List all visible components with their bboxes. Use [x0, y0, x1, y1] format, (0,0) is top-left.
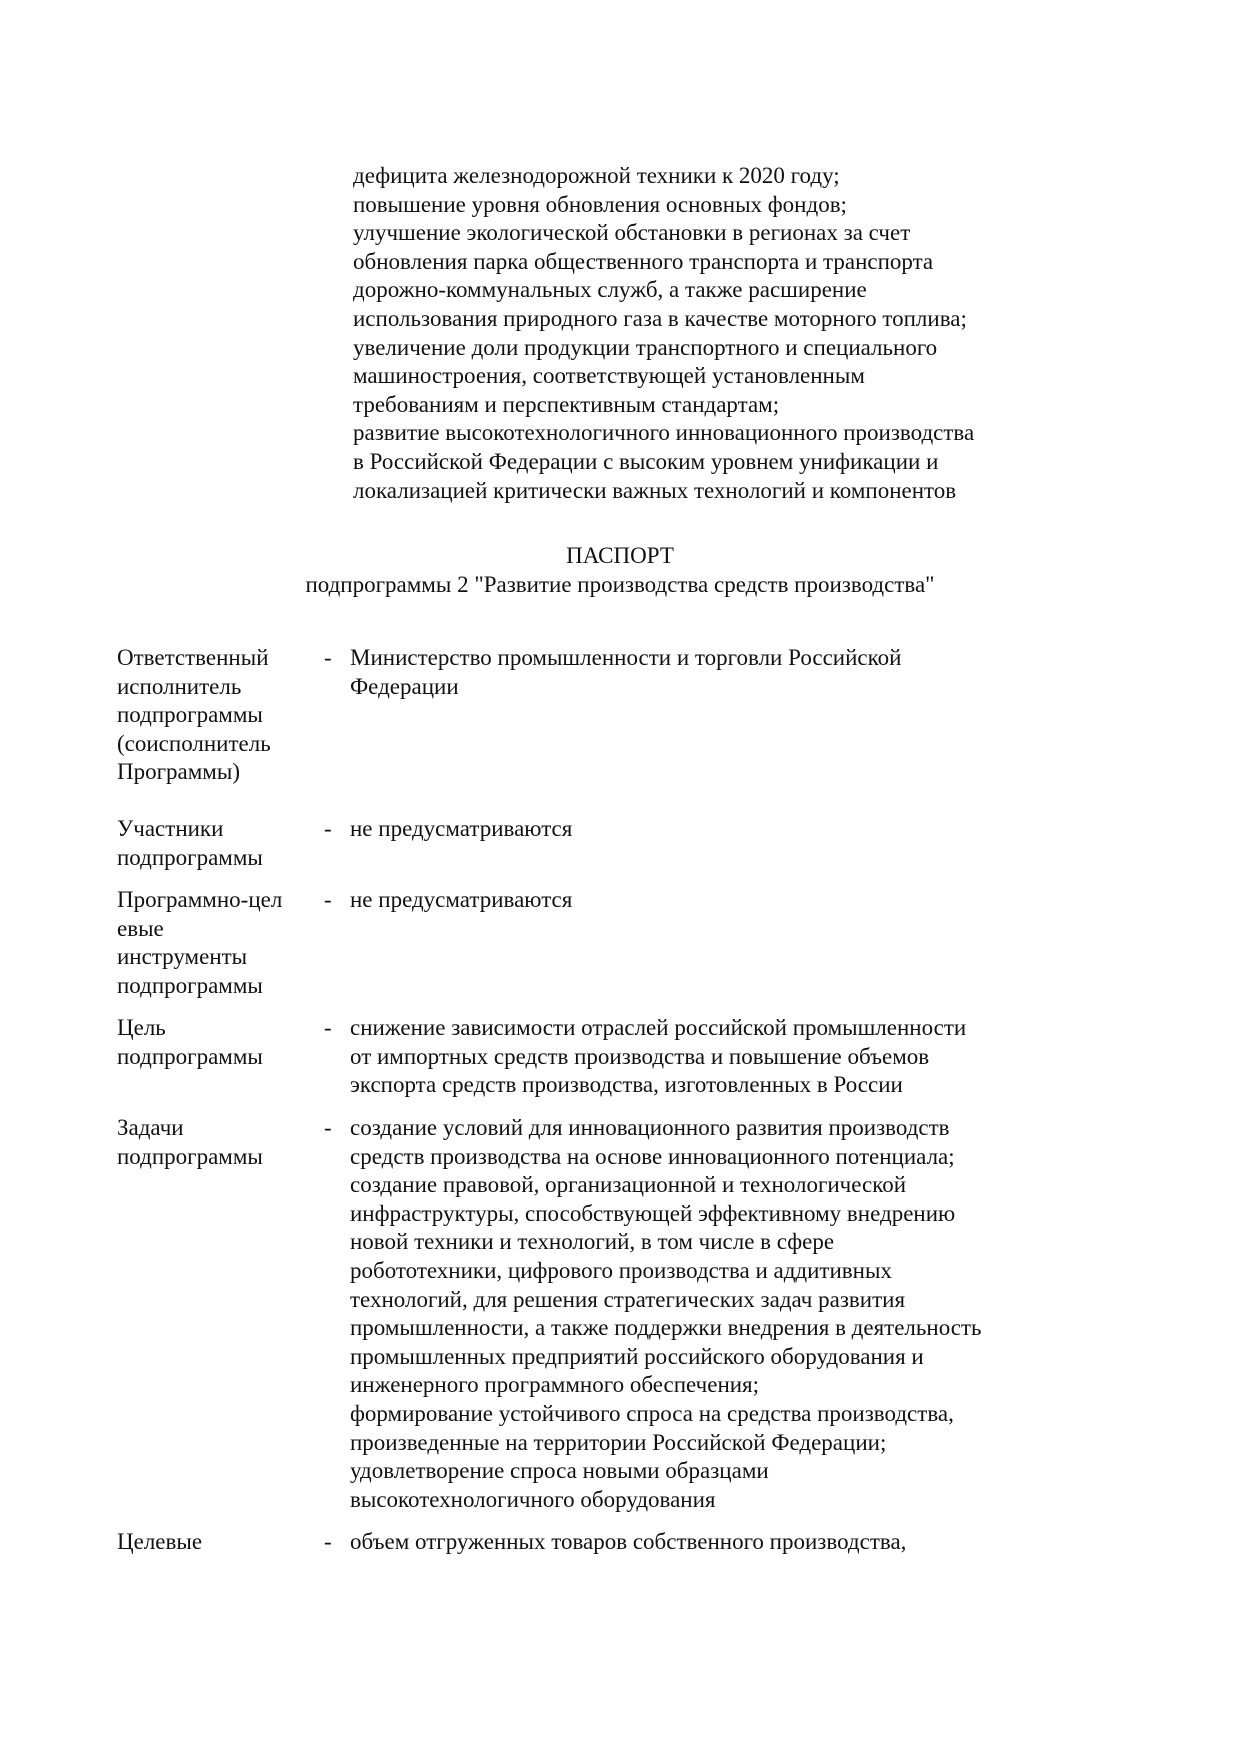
- passport-subtitle: подпрограммы 2 "Развитие производства средств производства": [305, 572, 935, 597]
- passport-row-responsible-executor: [117, 644, 1067, 815]
- intro-line: дорожно-коммунальных служб, а также расширение: [353, 277, 867, 303]
- row-value: Министерство промышленности и торговли Российской Федерации: [350, 645, 902, 699]
- row-label: Программно-цел евые инструменты подпрограммы: [117, 887, 283, 998]
- intro-line: увеличение доли продукции транспортного и специального: [353, 334, 938, 360]
- intro-line: улучшение экологической обстановки в регионах за счет: [353, 220, 911, 246]
- intro-line: требованиям и перспективным стандартам;: [353, 391, 780, 417]
- passport-title: ПАСПОРТ: [566, 543, 674, 568]
- intro-line: локализацией критически важных технологий и компонентов: [353, 477, 957, 503]
- row-dash: -: [324, 887, 332, 912]
- passport-row-participants: [117, 815, 1067, 886]
- intro-line: использования природного газа в качестве моторного топлива;: [353, 305, 967, 331]
- passport-row-goal: [117, 1014, 1067, 1114]
- intro-paragraph: [353, 162, 1073, 505]
- row-dash: -: [324, 1015, 332, 1040]
- row-value: объем отгруженных товаров собственного производства,: [350, 1529, 907, 1554]
- row-label: Целевые: [117, 1529, 203, 1554]
- row-value: создание условий для инновационного развития производств средств производства на основе инновационного потенциала; создание правовой, организационной и технологической инфраструктуры, способствующей эффективному внедрению новой техники и технологий, в том числе в сфере робототехники, цифрового производства и аддитивных технологий, для решения стратегических задач развития промышленности, а также поддержки внедрения в деятельность промышленных предприятий российского оборудования и инженерного программного обеспечения; формирование устойчивого спроса на средства производства, произведенные на территории Российской Федерации; удовлетворение спроса новыми образцами высокотехнологичного оборудования: [350, 1115, 982, 1512]
- passport-row-target-indicators: [117, 1528, 1067, 1557]
- passport-row-target-instruments: [117, 886, 1067, 1014]
- row-label: Участники подпрограммы: [117, 816, 263, 870]
- intro-line: дефицита железнодорожной техники к 2020 году;: [353, 163, 840, 188]
- row-label: Ответственный исполнитель подпрограммы (соисполнитель Программы): [117, 645, 271, 785]
- row-value: не предусматриваются: [350, 816, 573, 841]
- intro-line: развитие высокотехнологичного инновационного производства: [353, 420, 975, 446]
- passport-table: [117, 644, 1067, 1557]
- intro-line: обновления парка общественного транспорта и транспорта: [353, 248, 934, 274]
- row-dash: -: [324, 1529, 332, 1554]
- intro-line: в Российской Федерации с высоким уровнем унификации и: [353, 448, 939, 474]
- intro-line: повышение уровня обновления основных фондов;: [353, 191, 847, 217]
- intro-line: машиностроения, соответствующей установленным: [353, 363, 865, 389]
- passport-row-tasks: [117, 1114, 1067, 1528]
- row-dash: -: [324, 1115, 332, 1140]
- row-label: Задачи подпрограммы: [117, 1115, 263, 1169]
- row-value: снижение зависимости отраслей российской промышленности от импортных средств производства и повышение объемов экспорта средств производства, изготовленных в России: [350, 1015, 967, 1098]
- row-dash: -: [324, 816, 332, 841]
- row-dash: -: [324, 645, 332, 670]
- row-label: Цель подпрограммы: [117, 1015, 263, 1069]
- row-value: не предусматриваются: [350, 887, 573, 912]
